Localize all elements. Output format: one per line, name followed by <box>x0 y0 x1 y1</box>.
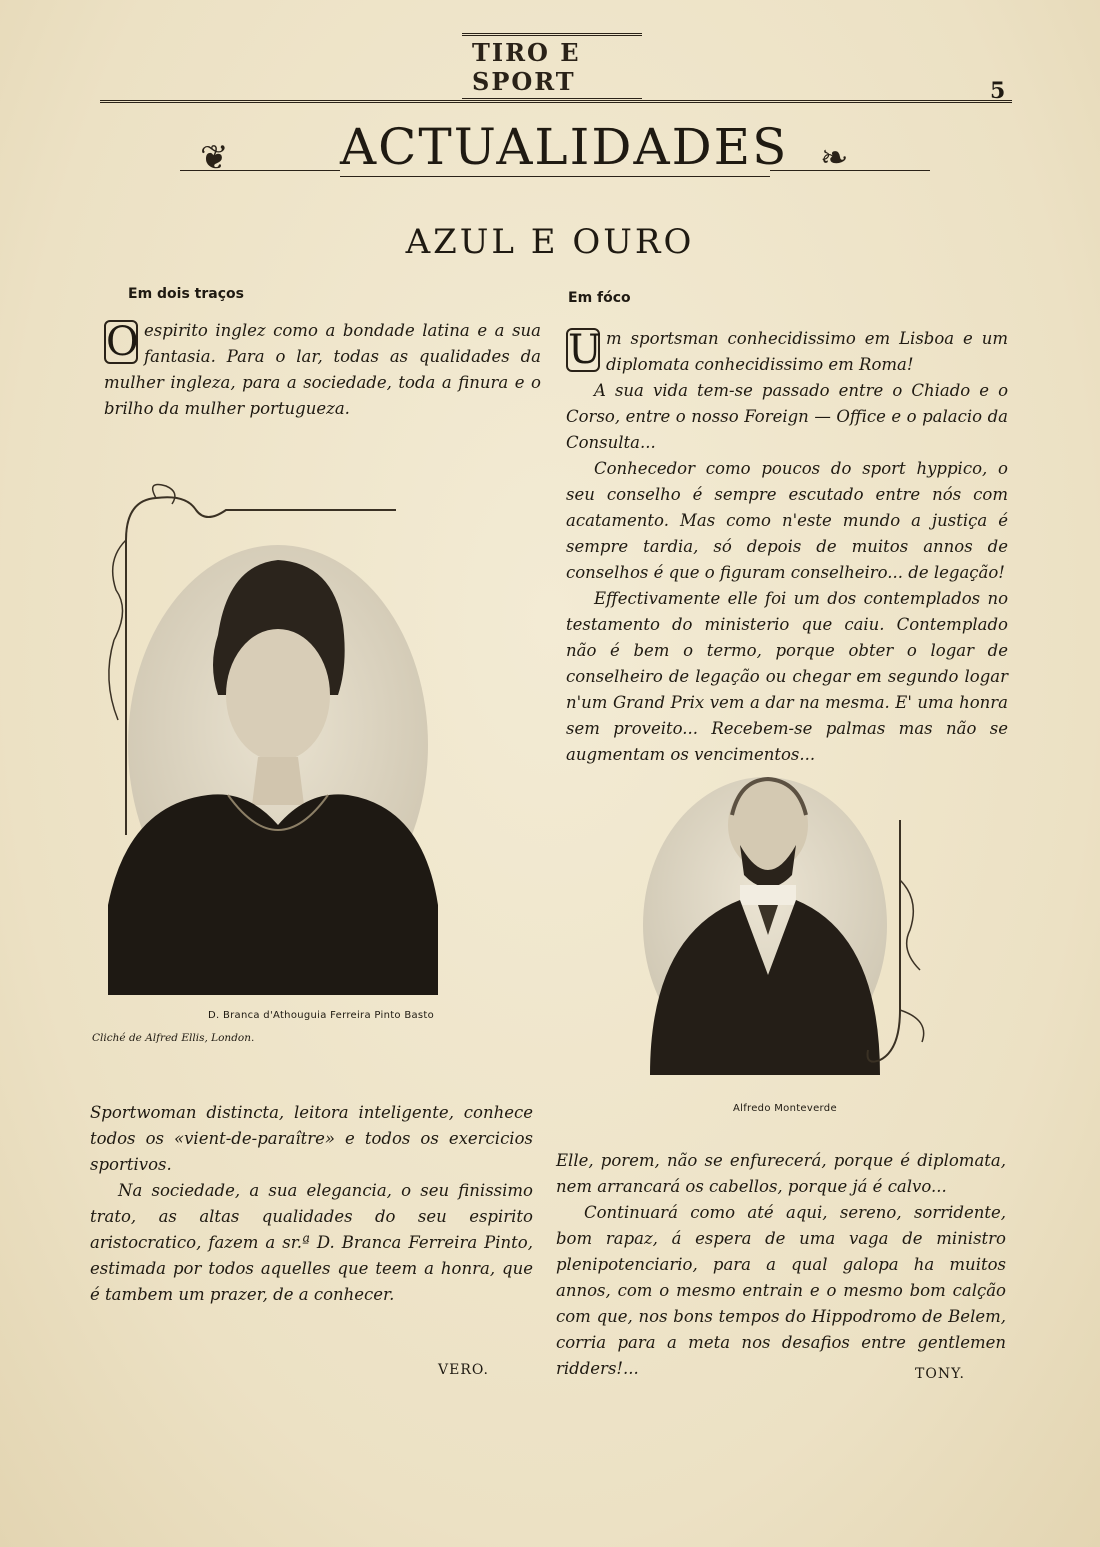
right-paragraph-1: A sua vida tem-se passado entre o Chiado e o Corso, entre o nosso Foreign — Office e o palacio da Consulta... <box>566 381 1008 452</box>
portrait-woman <box>108 545 438 995</box>
photo-credit: Cliché de Alfred Ellis, London. <box>92 1032 255 1044</box>
header-underline <box>340 176 770 177</box>
section-title: ACTUALIDADES <box>340 118 789 176</box>
woman-photo-caption: D. Branca d'Athouguia Ferreira Pinto Basto <box>208 1010 435 1021</box>
right-paragraph-5: Continuará como até aqui, sereno, sorridente, bom rapaz, á espera de uma vaga de ministro plenipotenciario, para a qual galopa ha muitos annos, com o mesmo entrain e o mesmo bom calção com que, nos bons tempos do Hippodromo de Belem, corria para a meta nos desafios entre gentlemen ridders!... <box>556 1203 1006 1378</box>
right-body-top <box>566 378 1008 768</box>
right-signature: TONY. <box>915 1366 965 1382</box>
right-lead-text: m sportsman conhecidissimo em Lisboa e um diplomata conhecidissimo em Roma! <box>606 329 1008 374</box>
right-paragraph-4: Elle, porem, não se enfurecerá, porque é diplomata, nem arrancará os cabellos, porque já é calvo... <box>556 1151 1006 1196</box>
right-lead-paragraph <box>566 326 1008 378</box>
section-header <box>180 118 930 198</box>
left-lead-paragraph <box>104 318 541 422</box>
left-paragraph-1: Sportwoman distincta, leitora inteligente, conhece todos os «vient-de-paraître» e todos os exercicios sportivos. <box>90 1103 533 1174</box>
right-column-heading: Em fóco <box>568 290 631 306</box>
header-rule-right <box>770 170 930 171</box>
left-lead-text: espirito inglez como a bondade latina e a sua fantasia. Para o lar, todas as qualidades da mulher ingleza, para a sociedade, toda a finura e o brilho da mulher portugueza. <box>104 321 541 418</box>
article-subtitle: AZUL E OURO <box>405 222 695 262</box>
right-body-bottom <box>556 1148 1006 1382</box>
left-body <box>90 1100 533 1308</box>
right-paragraph-3: Effectivamente elle foi um dos contemplados no testamento do ministerio que caiu. Contemplado não é bem o termo, porque obter o logar de conselheiro de legação ou chegar em segundo logar n'um Grand Prix vem a dar na mesma. E' uma honra sem proveito... Recebem-se palmas mas não se augmentam os vencimentos... <box>566 589 1008 764</box>
logo-text: TIRO E SPORT <box>462 33 642 101</box>
left-signature: VERO. <box>438 1362 489 1378</box>
top-rule <box>100 100 1012 103</box>
right-paragraph-2: Conhecedor como poucos do sport hyppico, o seu conselho é sempre escutado entre nós com acatamento. Mas como n'este mundo a justiça é sempre tardia, só depois de muitos annos de conselhos é que o figuram conselheiro... de legação! <box>566 459 1008 582</box>
man-photo-caption: Alfredo Monteverde <box>733 1103 837 1114</box>
page-number: 5 <box>990 78 1006 104</box>
ornament-right-icon: ❧ <box>820 138 849 178</box>
right-dropcap: U <box>568 327 602 373</box>
left-column-heading: Em dois traços <box>128 286 244 302</box>
left-dropcap: O <box>106 319 139 365</box>
ornament-left-icon: ❦ <box>200 138 229 178</box>
left-paragraph-2: Na sociedade, a sua elegancia, o seu finissimo trato, as altas qualidades do seu espirito aristocratico, fazem a sr.ª D. Branca Ferreira Pinto, estimada por todos aquelles que teem a honra, que é tambem um prazer, de a conhecer. <box>90 1181 533 1304</box>
portrait-man <box>640 775 890 1075</box>
right-frame-flourish-icon <box>860 820 940 1070</box>
masthead-logo <box>462 38 642 96</box>
